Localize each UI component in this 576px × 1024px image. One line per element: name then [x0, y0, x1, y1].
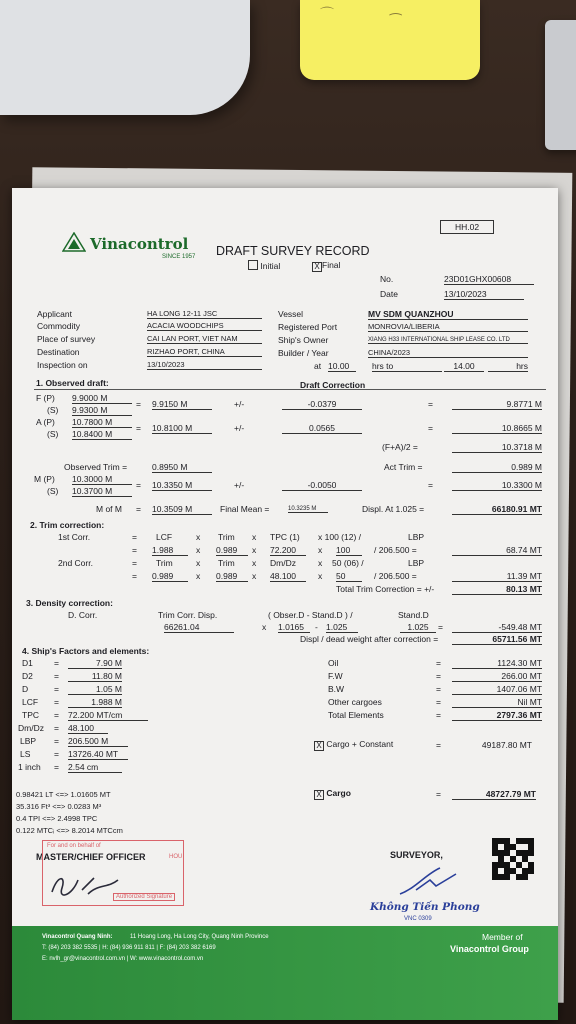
element-total-value: 2797.36 MT	[452, 710, 542, 721]
factor-d2-value: 11.80 M	[68, 671, 122, 682]
trim-r3-x1: x	[196, 558, 201, 568]
trim-r2-tpc: 72.200	[270, 545, 306, 556]
factor-lcf-label: LCF	[22, 697, 39, 707]
trim-eq-1: =	[132, 532, 137, 542]
f-eq2: =	[428, 399, 433, 409]
m-mean: 10.3350 M	[152, 480, 212, 491]
master-signature	[48, 870, 128, 900]
cargo-label: Cargo	[326, 788, 351, 798]
fa2-value: 10.3718 M	[452, 442, 542, 453]
ms-value: 10.3700 M	[72, 486, 132, 497]
factor-d1-value: 7.90 M	[68, 658, 122, 669]
element-oil-value: 1124.30 MT	[452, 658, 542, 669]
stamp-top-text: For and on behalf of	[47, 843, 101, 849]
builder-year-value: CHINA/2023	[368, 348, 528, 358]
factor-lcf-eq: =	[54, 697, 59, 707]
draft-survey-record-sheet: HH.02 Vinacontrol SINCE 1957 DRAFT SURVEY RECORD Initial X Final No. 23D01GHX00608 Date 13/10/2023 Applicant HA LONG 12-11 JSC Commodity ACACIA WOODCHIPS Place of survey CAI LAN PORT, VIET NAM Destination RIZHAO PORT, CHINA Inspection on 13/10/2023 Vessel MV SDM QUANZHOU Registered Port MONROVIA/LIBERIA Ship's Owner XIANG H33 INTERNATIONAL SHIP LEASE CO. LTD Builder / Year CHINA/2023 at 10.00 hrs to 14.00 hrs 1. Observed draft: Draft Correction F (P) (S) 9.9000 M 9.9300 M = 9.9150 M +/- -0.0379 = 9.8771 M A (P) (S) 10.7800 M 10.8400 M = 10.8100 M +/- 0.0565 = 10.8665 M (F+A)/2 = 10.3718 M Observed Trim = 0.8950 M Act Trim = 0.989 M M (P) (S) 10.3000 M 10.3700 M = 10.3350 M +/- -0.0050 = 10.3300 M M of M = 10.3509 M Final Mean = 10.3235 M Displ. At 1.025 = 66180.91 MT 2. Trim correction: 1st Corr. = = = = 2nd Corr. LCF x Trim x TPC (1) x 100 (12) / LBP 1.988 x 0.989 x 72.200 x 100 / 206.500 = 68.74 MT Trim x Trim x Dm/Dz x 50 (06) / LBP 0.989 x 0.989 x 48.100 x 50 / 206.500 = 11.39 MT Total Trim Correction = +/- 80.13 MT 3. Density correction: D. Corr. Trim Corr. Disp. 66261.04 x ( Obser.D - Stand.D ) / Stand.D 1.0165 - 1.025 1.025 = -549.48 MT Displ / dead weight after correction = 65711.56 MT 4. Ship's Factors and elements: D1 = 7.90 M D2 = 11.80 M D = 1.05 M LCF = 1.988 M TPC = 72.200 MT/cm Dm/Dz = 48.100 LBP = 206.500 M LS = 13726.40 MT 1 inch = 2.54 cm Oil = 1124.30 MT F.W = 266.00 MT B.W = 1407.06 MT Other cargoes = Nil MT Total Elements = 2797.36 MT X Cargo + Constant = 49187.80 MT X Cargo = 48727.79 MT 0.98421 LT <=> 1.01605 MT 35.316 Ft³ <=> 0.0283 M³ 0.4 TPI <=> 2.4998 TPC 0.122 MTCᵢ <=> 8.2014 MTCcm MASTER/CHIEF OFFICER HOU For and on behalf of Authorized Signature SURVEYOR, Không Tiến Phong VNC 0309 Vinacontrol Quang Ninh: 11 Hoang Long, Ha Long City, Quang Ninh Province T: (84) 203 382 5535 | H: (84) 936 911 811 | F: (84) 203 382 6169 E: nvlh_gr@vinacontrol.com.vn | W: www.vinacontrol.com.vn Member of Vinacontrol Group	[12, 188, 558, 1020]
trim-r1-x2: x	[252, 532, 257, 542]
trim-r3-50: 50 (06) /	[332, 558, 364, 568]
mom-value: 10.3509 M	[152, 504, 212, 515]
factor-dmdz-value: 48.100	[68, 723, 108, 734]
density-x: x	[262, 622, 267, 632]
trim-r4-x3: x	[318, 571, 323, 581]
standard-density: 1.025	[326, 622, 358, 633]
conversion-2: 35.316 Ft³ <=> 0.0283 M³	[16, 802, 102, 811]
ships-owner-label: Ship's Owner	[278, 335, 329, 345]
element-bw-label: B.W	[328, 684, 345, 694]
trim-r1-lbp: LBP	[408, 532, 425, 542]
ships-owner-value: XIANG H33 INTERNATIONAL SHIP LEASE CO. LTD	[368, 337, 528, 344]
trim-r1-x1: x	[196, 532, 201, 542]
footer-group: Vinacontrol Group	[450, 944, 529, 954]
trim-r3-lbp: LBP	[408, 558, 425, 568]
company-name: Vinacontrol	[90, 235, 189, 253]
fp-label: F (P)	[36, 393, 55, 403]
trim-r4-trim2: 0.989	[216, 571, 248, 582]
trim-r1-lcf: LCF	[156, 532, 173, 542]
factor-dmdz-eq: =	[54, 723, 59, 733]
a-corrected: 10.8665 M	[452, 423, 542, 434]
vinacontrol-logo-icon	[62, 232, 86, 252]
element-fw-value: 266.00 MT	[452, 671, 542, 682]
date-label: Date	[380, 289, 398, 299]
m-corrected: 10.3300 M	[452, 480, 542, 491]
final-label: Final	[322, 260, 341, 270]
element-fw-label: F.W	[328, 671, 343, 681]
vessel-label: Vessel	[278, 309, 304, 319]
trim-r2-x2: x	[252, 545, 257, 555]
surveyor-signature	[396, 864, 466, 898]
displ-after-correction-value: 65711.56 MT	[452, 634, 542, 645]
trim-r4-trim1: 0.989	[152, 571, 188, 582]
trim-r2-100: 100	[336, 545, 362, 556]
m-eq: =	[136, 480, 141, 490]
place-of-survey-label: Place of survey	[37, 334, 96, 344]
applicant-value: HA LONG 12-11 JSC	[147, 309, 262, 319]
fs-value: 9.9300 M	[72, 405, 132, 416]
registered-port-label: Registered Port	[278, 322, 338, 332]
cargo-constant-row	[314, 739, 393, 751]
density-formula-2: Stand.D	[398, 610, 429, 620]
observed-draft-heading: 1. Observed draft:	[36, 378, 109, 388]
ap-value: 10.7800 M	[72, 417, 132, 428]
at-label: at	[314, 361, 322, 371]
element-other-label: Other cargoes	[328, 697, 382, 707]
displ-label: Displ. At 1.025 =	[362, 504, 425, 514]
white-object	[0, 0, 250, 115]
trim-corr-disp-label: Trim Corr. Disp.	[158, 610, 218, 620]
trim-r4-50: 50	[336, 571, 362, 582]
trim-r4-x1: x	[196, 571, 201, 581]
factor-tpc-value: 72.200 MT/cm	[68, 710, 148, 721]
footer-contacts: T: (84) 203 382 5535 | H: (84) 936 911 811 | F: (84) 203 382 6169	[42, 945, 216, 951]
a-eq: =	[136, 423, 141, 433]
footer-bar	[12, 926, 558, 1020]
m-eq2: =	[428, 480, 433, 490]
factor-dmdz-label: Dm/Dz	[18, 723, 44, 733]
commodity-label: Commodity	[37, 321, 80, 331]
trim-r1-x100: x 100 (12) /	[318, 532, 361, 542]
sticky-scribble-1: ⌒	[320, 7, 334, 23]
surveyor-label: SURVEYOR,	[390, 850, 443, 860]
trim-r4-dmdz: 48.100	[270, 571, 306, 582]
mom-eq: =	[136, 504, 141, 514]
density-sub-label: D. Corr.	[68, 610, 98, 620]
trim-second-result: 11.39 MT	[452, 571, 542, 582]
section-1-divider	[34, 389, 546, 390]
stamp-bottom-text: Authorized Signature	[113, 893, 175, 901]
trim-r2-x3: x	[318, 545, 323, 555]
first-corr-label: 1st Corr.	[58, 532, 91, 542]
cargo-checkbox[interactable]: X	[314, 790, 324, 800]
trim-r4-x2: x	[252, 571, 257, 581]
hrs-to-label: hrs to	[372, 361, 442, 372]
fs-label: (S)	[47, 405, 59, 415]
initial-option[interactable]	[248, 260, 280, 271]
factor-ls-eq: =	[54, 749, 59, 759]
density-correction-heading: 3. Density correction:	[26, 598, 113, 608]
trim-r2-lcf: 1.988	[152, 545, 188, 556]
hrs-label: hrs	[488, 361, 528, 372]
m-correction: -0.0050	[282, 480, 362, 491]
no-label: No.	[380, 274, 394, 284]
cargo-row	[314, 788, 351, 800]
final-mean-label: Final Mean =	[220, 504, 270, 514]
master-chief-officer-label: MASTER/CHIEF OFFICER	[36, 852, 146, 862]
mp-label: M (P)	[34, 474, 55, 484]
stamp-hou-text: HOU	[169, 854, 183, 860]
mp-value: 10.3000 M	[72, 474, 132, 485]
trim-r3-x2: x	[252, 558, 257, 568]
factor-d1-label: D1	[22, 658, 33, 668]
cargo-value: 48727.79 MT	[452, 789, 536, 800]
density-correction-value: -549.48 MT	[452, 622, 542, 633]
trim-r4-lbp: / 206.500 =	[374, 571, 417, 581]
factor-d1-eq: =	[54, 658, 59, 668]
footer-office: Vinacontrol Quang Ninh:	[42, 934, 113, 940]
trim-r1-trim: Trim	[218, 532, 235, 542]
footer-email: E: nvlh_gr@vinacontrol.com.vn | W: www.vinacontrol.com.vn	[42, 956, 204, 962]
trim-eq-2: =	[132, 545, 137, 555]
factor-ls-value: 13726.40 MT	[68, 749, 128, 760]
mom-label: M of M	[96, 504, 122, 514]
factor-lbp-value: 206.500 M	[68, 736, 128, 747]
factor-lcf-value: 1.988 M	[68, 697, 122, 708]
trim-r2-trim: 0.989	[216, 545, 248, 556]
factor-tpc-eq: =	[54, 710, 59, 720]
second-corr-label: 2nd Corr.	[58, 558, 93, 568]
trim-first-result: 68.74 MT	[452, 545, 542, 556]
trim-r3-dmdz: Dm/Dz	[270, 558, 296, 568]
cargo-eq: =	[436, 789, 441, 799]
trim-r3-x3: x	[318, 558, 323, 568]
no-value: 23D01GHX00608	[444, 274, 534, 285]
vnc-code: VNC 0309	[404, 916, 432, 922]
grey-device	[545, 20, 576, 150]
initial-label: Initial	[260, 261, 281, 271]
trim-r2-lbp: / 206.500 =	[374, 545, 417, 555]
factor-lbp-eq: =	[54, 736, 59, 746]
factor-d-eq: =	[54, 684, 59, 694]
ships-factors-heading: 4. Ship's Factors and elements:	[22, 646, 150, 656]
fa2-label: (F+A)/2 =	[382, 442, 418, 452]
footer-address: 11 Hoang Long, Ha Long City, Quang Ninh Province	[130, 934, 269, 940]
conversion-1: 0.98421 LT <=> 1.01605 MT	[16, 790, 111, 799]
commodity-value: ACACIA WOODCHIPS	[147, 321, 262, 331]
factor-inch-label: 1 inch	[18, 762, 41, 772]
sticky-scribble-2: ⁀	[390, 14, 402, 30]
final-mean-value: 10.3235 M	[288, 506, 328, 513]
a-correction: 0.0565	[282, 423, 362, 434]
sticky-note	[300, 0, 480, 80]
cargo-constant-eq: =	[436, 740, 441, 750]
factor-d2-label: D2	[22, 671, 33, 681]
factor-d-value: 1.05 M	[68, 684, 122, 695]
company-since: SINCE 1957	[162, 254, 196, 260]
conversion-3: 0.4 TPI <=> 2.4998 TPC	[16, 814, 98, 823]
element-fw-eq: =	[436, 671, 441, 681]
builder-year-label: Builder / Year	[278, 348, 329, 358]
f-corrected: 9.8771 M	[452, 399, 542, 410]
factor-d-label: D	[22, 684, 29, 694]
f-pm: +/-	[234, 399, 245, 409]
total-trim-label: Total Trim Correction = +/-	[336, 584, 435, 594]
element-oil-label: Oil	[328, 658, 339, 668]
displ-after-correction-label: Displ / dead weight after correction =	[300, 634, 439, 644]
final-checkbox-checked[interactable]: X	[312, 262, 322, 272]
date-value: 13/10/2023	[444, 289, 524, 300]
element-total-label: Total Elements	[328, 710, 384, 720]
draft-correction-heading: Draft Correction	[300, 380, 366, 390]
cargo-constant-value: 49187.80 MT	[481, 740, 532, 750]
applicant-label: Applicant	[37, 309, 72, 319]
time-from: 10.00	[328, 361, 356, 372]
total-trim-value: 80.13 MT	[452, 584, 542, 595]
element-bw-value: 1407.06 MT	[452, 684, 542, 695]
conversion-4: 0.122 MTCᵢ <=> 8.2014 MTCcm	[16, 826, 123, 835]
a-eq2: =	[428, 423, 433, 433]
a-mean: 10.8100 M	[152, 423, 212, 434]
trim-correction-heading: 2. Trim correction:	[30, 520, 105, 530]
initial-checkbox[interactable]	[248, 260, 258, 270]
fp-value: 9.9000 M	[72, 393, 132, 404]
trim-corr-disp-value: 66261.04	[164, 622, 234, 633]
element-other-value: Nil MT	[452, 697, 542, 708]
final-option[interactable]	[312, 260, 340, 272]
trim-eq-4: =	[132, 571, 137, 581]
observed-trim-value: 0.8950 M	[152, 462, 212, 473]
vessel-value: MV SDM QUANZHOU	[368, 309, 528, 320]
as-label: (S)	[47, 429, 59, 439]
f-mean: 9.9150 M	[152, 399, 212, 410]
inspection-on-value: 13/10/2023	[147, 360, 262, 370]
ms-label: (S)	[47, 486, 59, 496]
f-eq: =	[136, 399, 141, 409]
a-pm: +/-	[234, 423, 245, 433]
qr-code	[492, 838, 534, 880]
element-bw-eq: =	[436, 684, 441, 694]
destination-label: Destination	[37, 347, 80, 357]
f-correction: -0.0379	[282, 399, 362, 410]
displ-value: 66180.91 MT	[452, 504, 542, 515]
time-to: 14.00	[444, 361, 484, 372]
act-trim-value: 0.989 M	[452, 462, 542, 473]
element-total-eq: =	[436, 710, 441, 720]
registered-port-value: MONROVIA/LIBERIA	[368, 322, 528, 332]
act-trim-label: Act Trim =	[384, 462, 423, 472]
element-other-eq: =	[436, 697, 441, 707]
m-pm: +/-	[234, 480, 245, 490]
place-of-survey-value: CAI LAN PORT, VIET NAM	[147, 334, 262, 344]
ap-label: A (P)	[36, 417, 55, 427]
factor-inch-eq: =	[54, 762, 59, 772]
cargo-constant-checkbox[interactable]: X	[314, 741, 324, 751]
observed-trim-label: Observed Trim =	[64, 462, 128, 472]
trim-eq-3: =	[132, 558, 137, 568]
trim-r2-x1: x	[196, 545, 201, 555]
as-value: 10.8400 M	[72, 429, 132, 440]
factor-d2-eq: =	[54, 671, 59, 681]
footer-member-of: Member of	[482, 932, 523, 942]
observed-density: 1.0165	[278, 622, 310, 633]
doc-code: HH.02	[440, 220, 494, 234]
factor-tpc-label: TPC	[22, 710, 39, 720]
density-eq: =	[438, 622, 443, 632]
factor-lbp-label: LBP	[20, 736, 37, 746]
trim-r1-tpc: TPC (1)	[270, 532, 300, 542]
cargo-constant-label: Cargo + Constant	[326, 739, 394, 749]
destination-value: RIZHAO PORT, CHINA	[147, 347, 262, 357]
factor-ls-label: LS	[20, 749, 31, 759]
standard-density-2: 1.025	[400, 622, 436, 633]
trim-r3-trim2: Trim	[218, 558, 235, 568]
surveyor-name: Không Tiến Phong	[370, 901, 480, 913]
page-title: DRAFT SURVEY RECORD	[216, 244, 370, 258]
element-oil-eq: =	[436, 658, 441, 668]
inspection-on-label: Inspection on	[37, 360, 88, 370]
density-formula-1: ( Obser.D - Stand.D ) /	[268, 610, 353, 620]
trim-r3-trim1: Trim	[156, 558, 173, 568]
factor-inch-value: 2.54 cm	[68, 762, 122, 773]
